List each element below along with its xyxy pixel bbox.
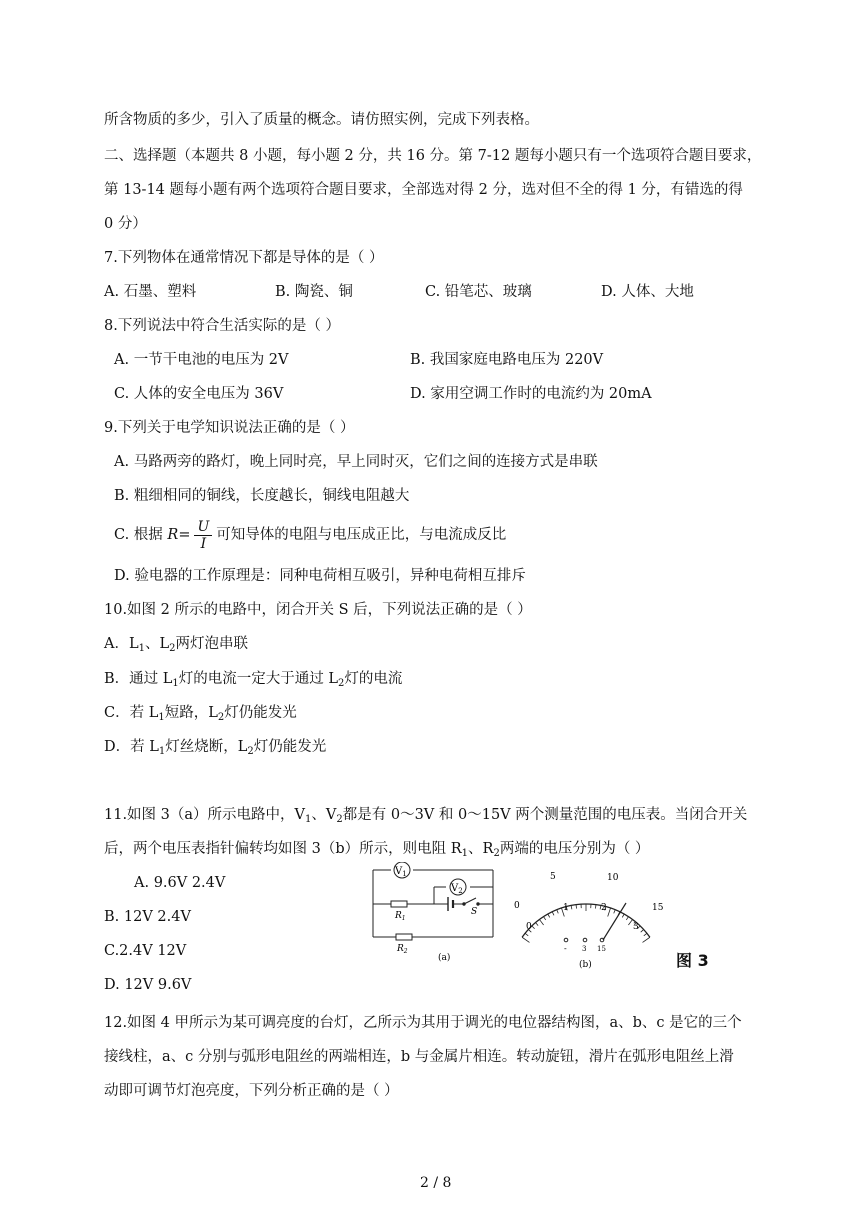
q9-stem: 9.下列关于电学知识说法正确的是（ ） xyxy=(104,420,355,436)
svg-text:S: S xyxy=(471,907,478,917)
meter-tick xyxy=(628,919,632,925)
meter-tick xyxy=(608,908,611,917)
formula-denominator: I xyxy=(200,535,207,552)
q9-option-d: D. 验电器的工作原理是：同种电荷相互吸引，异种电荷相互排斥 xyxy=(114,568,526,584)
svg-text:V2: $V_2$ xyxy=(451,883,463,895)
q9-option-c xyxy=(114,517,506,553)
meter-tick xyxy=(532,926,535,929)
meter-tick xyxy=(522,937,529,942)
terminal-3 xyxy=(583,938,587,942)
meter-tick xyxy=(571,905,572,909)
section2-line-1: 二、选择题（本题共 8 小题，每小题 2 分，共 16 分。第 7-12 题每小题只有一个选项符合题目要求， xyxy=(104,148,762,164)
meter-tick xyxy=(525,933,528,935)
svg-text:R2: $R_2$ xyxy=(397,944,408,955)
meter-tick xyxy=(576,905,577,909)
meter-tick xyxy=(643,937,650,942)
meter-tick xyxy=(536,923,539,926)
q8-option-c: C. 人体的安全电压为 36V xyxy=(114,386,284,402)
svg-text:(a): (a) xyxy=(438,953,451,963)
q11-option-d: D. 12V 9.6V xyxy=(104,977,192,993)
svg-text:0: 0 xyxy=(514,901,520,911)
figure-3-diagram xyxy=(366,862,676,977)
meter-tick xyxy=(539,919,543,925)
formula-fraction xyxy=(194,519,212,552)
q9-c-suffix: 可知导体的电阻与电压成正比，与电流成反比 xyxy=(216,527,507,543)
q7-stem: 7.下列物体在通常情况下都是导体的是（ ） xyxy=(104,250,384,266)
q7-option-c: C. 铅笔芯、玻璃 xyxy=(425,284,532,300)
formula-numerator: U xyxy=(194,519,212,536)
meter-tick xyxy=(548,914,550,917)
svg-text:1: 1 xyxy=(563,903,569,913)
svg-text:3: 3 xyxy=(633,922,639,932)
q10-option-a: A．$L_1$、$L_2$两灯泡串联 xyxy=(104,636,248,654)
meter-tick xyxy=(626,917,628,920)
intro-line: 所含物质的多少，引入了质量的概念。请仿照实例，完成下列表格。 xyxy=(104,112,539,128)
svg-text:2: 2 xyxy=(601,903,607,913)
q11-option-c: C.2.4V 12V xyxy=(104,943,187,959)
section2-line-2: 第 13-14 题每小题有两个选项符合题目要求，全部选对得 2 分，选对但不全的得 1 分，有错选的得 xyxy=(104,182,743,198)
q9-c-eq: = xyxy=(178,527,191,543)
terminal-minus xyxy=(564,938,568,942)
q10-option-d: D．若 $L_1$灯丝烧断，$L_2$灯仍能发光 xyxy=(104,739,327,757)
meter-tick xyxy=(644,933,647,935)
q7-option-a: A. 石墨、塑料 xyxy=(104,284,197,300)
meter-tick xyxy=(614,910,615,914)
meter-tick xyxy=(552,912,554,916)
meter-tick xyxy=(595,905,596,909)
svg-text:15: 15 xyxy=(597,945,606,953)
q10-stem: 10.如图 2 所示的电路中，闭合开关 S 后，下列说法正确的是（ ） xyxy=(104,602,532,618)
q12-line-2: 接线柱，a、c 分别与弧形电阻丝的两端相连，b 与金属片相连。转动旋钮，滑片在弧形电阻丝上滑 xyxy=(104,1049,734,1065)
svg-text:V1: $V_1$ xyxy=(395,866,407,878)
meter-tick xyxy=(622,914,624,917)
q9-c-prefix: C. 根据 xyxy=(114,527,163,543)
svg-text:15: 15 xyxy=(652,903,664,913)
q11-stem-line-2: 后，两个电压表指针偏转均如图 3（b）所示，则电阻 $R_1$、$R_2$两端的电压分别为（ ） xyxy=(104,841,650,859)
q7-option-b: B. 陶瓷、铜 xyxy=(275,284,353,300)
svg-text:3: 3 xyxy=(582,945,587,953)
meter-tick xyxy=(557,910,558,914)
q8-stem: 8.下列说法中符合生活实际的是（ ） xyxy=(104,318,340,334)
svg-text:-: - xyxy=(564,944,567,953)
svg-text:(b): (b) xyxy=(579,960,592,970)
q11-stem-line-1: 11.如图 3（a）所示电路中，$V_1$、$V_2$都是有 0～3V 和 0～15V 两个测量范围的电压表。当闭合开关 xyxy=(104,807,748,825)
resistor-r2-icon xyxy=(396,934,412,940)
q8-option-d: D. 家用空调工作时的电流约为 20mA xyxy=(410,386,652,402)
q7-option-d: D. 人体、大地 xyxy=(601,284,694,300)
resistor-r1-icon xyxy=(391,901,407,907)
q8-option-b: B. 我国家庭电路电压为 220V xyxy=(410,352,604,368)
q12-line-3: 动即可调节灯泡亮度，下列分析正确的是（ ） xyxy=(104,1083,399,1099)
svg-text:10: 10 xyxy=(607,873,619,883)
figure-3-title: 图 3 xyxy=(676,951,709,970)
svg-text:5: 5 xyxy=(550,872,556,882)
q11-option-b: B. 12V 2.4V xyxy=(104,909,191,925)
voltmeter-dial xyxy=(522,904,650,942)
q9-c-r: R xyxy=(167,527,179,543)
q12-line-1: 12.如图 4 甲所示为某可调亮度的台灯，乙所示为其用于调光的电位器结构图，a、b、c 是它的三个 xyxy=(104,1015,742,1031)
q8-option-a: A. 一节干电池的电压为 2V xyxy=(114,352,289,368)
q9-option-a: A. 马路两旁的路灯，晚上同时亮，早上同时灭，它们之间的连接方式是串联 xyxy=(114,454,598,470)
q11-option-a: A. 9.6V 2.4V xyxy=(134,875,226,891)
meter-tick xyxy=(641,929,644,932)
svg-text:R1: $R_1$ xyxy=(395,911,406,922)
q9-option-b: B. 粗细相同的铜线，长度越长，铜线电阻越大 xyxy=(114,488,410,504)
q10-option-c: C．若 $L_1$短路，$L_2$灯仍能发光 xyxy=(104,705,297,723)
q10-option-b: B．通过 $L_1$灯的电流一定大于通过 $L_2$灯的电流 xyxy=(104,671,403,689)
page-number: 2 / 8 xyxy=(420,1175,452,1191)
section2-line-3: 0 分） xyxy=(104,216,147,232)
svg-text:0: 0 xyxy=(526,922,532,932)
meter-tick xyxy=(544,917,546,920)
